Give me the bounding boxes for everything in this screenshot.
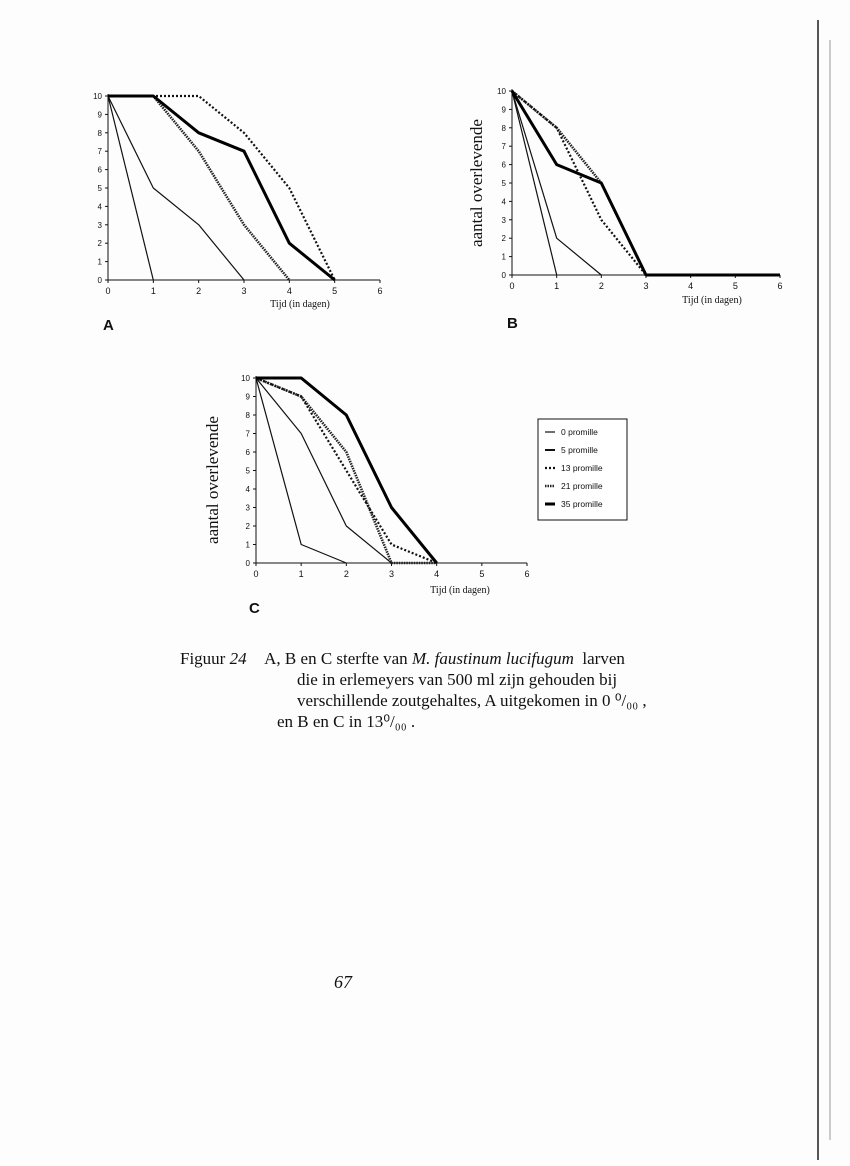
- legend-label: 0 promille: [561, 427, 598, 437]
- x-tick-label: 0: [253, 569, 259, 579]
- y-tick-label: 10: [497, 87, 506, 96]
- series-line-21-promille: [512, 91, 646, 275]
- series-line-0-promille: [108, 96, 153, 280]
- chart-b: [467, 87, 783, 332]
- panel-label: B: [507, 315, 518, 332]
- y-tick-label: 3: [501, 215, 506, 225]
- x-tick-label: 3: [388, 569, 395, 579]
- y-tick-label: 4: [97, 202, 102, 212]
- x-axis-label: Tijd (in dagen): [682, 295, 742, 306]
- y-tick-label: 7: [501, 142, 506, 152]
- x-tick-label: 4: [434, 569, 440, 579]
- y-tick-label: 7: [245, 429, 250, 439]
- x-tick-label: 1: [554, 281, 560, 291]
- y-tick-label: 0: [97, 276, 102, 285]
- caption-line1-a: A, B en C sterfte van: [264, 649, 412, 668]
- x-tick-label: 1: [298, 569, 304, 579]
- y-tick-label: 4: [245, 485, 250, 494]
- x-tick-label: 0: [509, 281, 515, 291]
- page-number: 67: [334, 972, 352, 992]
- y-tick-label: 6: [245, 448, 250, 457]
- x-tick-label: 6: [524, 569, 530, 579]
- x-tick-label: 6: [377, 286, 383, 296]
- chart-a: [93, 92, 382, 334]
- series-line-13-promille: [256, 378, 437, 563]
- legend-label: 35 promille: [561, 499, 603, 509]
- series-line-5-promille: [512, 91, 601, 275]
- y-tick-label: 10: [241, 374, 250, 383]
- y-tick-label: 2: [245, 522, 250, 531]
- series-line-21-promille: [256, 378, 437, 563]
- figure-label: Figuur: [180, 649, 226, 668]
- y-axis-label: aantal overlevende: [203, 416, 222, 544]
- legend: [538, 419, 627, 520]
- y-tick-label: 0: [245, 559, 250, 568]
- caption-line2: die in erlemeyers van 500 ml zijn gehouden bij: [297, 670, 618, 689]
- x-tick-label: 2: [598, 281, 604, 291]
- x-tick-label: 2: [196, 286, 202, 296]
- legend-label: 13 promille: [561, 463, 603, 473]
- series-line-5-promille: [256, 378, 392, 563]
- x-tick-label: 4: [688, 281, 694, 291]
- y-tick-label: 6: [501, 160, 506, 170]
- x-tick-label: 1: [150, 286, 156, 296]
- figure-caption: [180, 648, 740, 732]
- y-tick-label: 4: [501, 197, 506, 207]
- y-tick-label: 1: [501, 252, 506, 262]
- series-line-35-promille: [256, 378, 437, 563]
- x-axis-label: Tijd (in dagen): [270, 299, 330, 310]
- x-tick-label: 5: [732, 281, 738, 291]
- panel-label: C: [249, 600, 260, 617]
- x-tick-label: 4: [286, 286, 292, 296]
- caption-line1-b: larven: [573, 649, 625, 668]
- x-tick-label: 3: [643, 281, 649, 291]
- y-tick-label: 8: [97, 128, 102, 138]
- series-line-0-promille: [512, 91, 557, 275]
- y-tick-label: 2: [501, 234, 506, 244]
- y-tick-label: 9: [97, 110, 102, 120]
- series-line-13-promille: [512, 91, 646, 275]
- y-tick-label: 6: [97, 165, 102, 175]
- y-tick-label: 8: [245, 411, 250, 420]
- x-axis-label: Tijd (in dagen): [430, 585, 490, 596]
- y-tick-label: 5: [97, 184, 102, 193]
- x-tick-label: 3: [241, 286, 247, 296]
- x-tick-label: 6: [777, 281, 783, 291]
- y-tick-label: 9: [501, 105, 506, 115]
- series-line-35-promille: [512, 91, 780, 275]
- panel-label: A: [103, 317, 114, 334]
- caption-species: M. faustinum lucifugum: [411, 649, 574, 668]
- legend-label: 5 promille: [561, 445, 598, 455]
- x-tick-label: 5: [332, 286, 338, 296]
- y-tick-label: 9: [245, 392, 250, 402]
- caption-line3: verschillende zoutgehaltes, A uitgekomen in 0 ⁰/₀₀ ,: [297, 691, 647, 710]
- binding-strip: [790, 20, 850, 1160]
- x-tick-label: 5: [479, 569, 485, 579]
- y-axis-label: aantal overlevende: [467, 119, 486, 247]
- x-tick-label: 0: [105, 286, 111, 296]
- figure-number: 24: [229, 649, 247, 668]
- caption-line4: en B en C in 13⁰/₀₀ .: [277, 712, 416, 731]
- y-tick-label: 2: [97, 239, 102, 249]
- y-tick-label: 7: [97, 147, 102, 157]
- y-tick-label: 8: [501, 123, 506, 133]
- y-tick-label: 1: [245, 540, 250, 550]
- y-tick-label: 3: [97, 220, 102, 230]
- y-tick-label: 5: [501, 179, 506, 188]
- y-tick-label: 10: [93, 92, 102, 101]
- y-tick-label: 0: [501, 271, 506, 280]
- legend-label: 21 promille: [561, 481, 603, 491]
- y-tick-label: 5: [245, 466, 250, 476]
- y-tick-label: 1: [97, 257, 102, 267]
- x-tick-label: 2: [343, 569, 349, 579]
- chart-c: [203, 374, 530, 617]
- y-tick-label: 3: [245, 503, 250, 513]
